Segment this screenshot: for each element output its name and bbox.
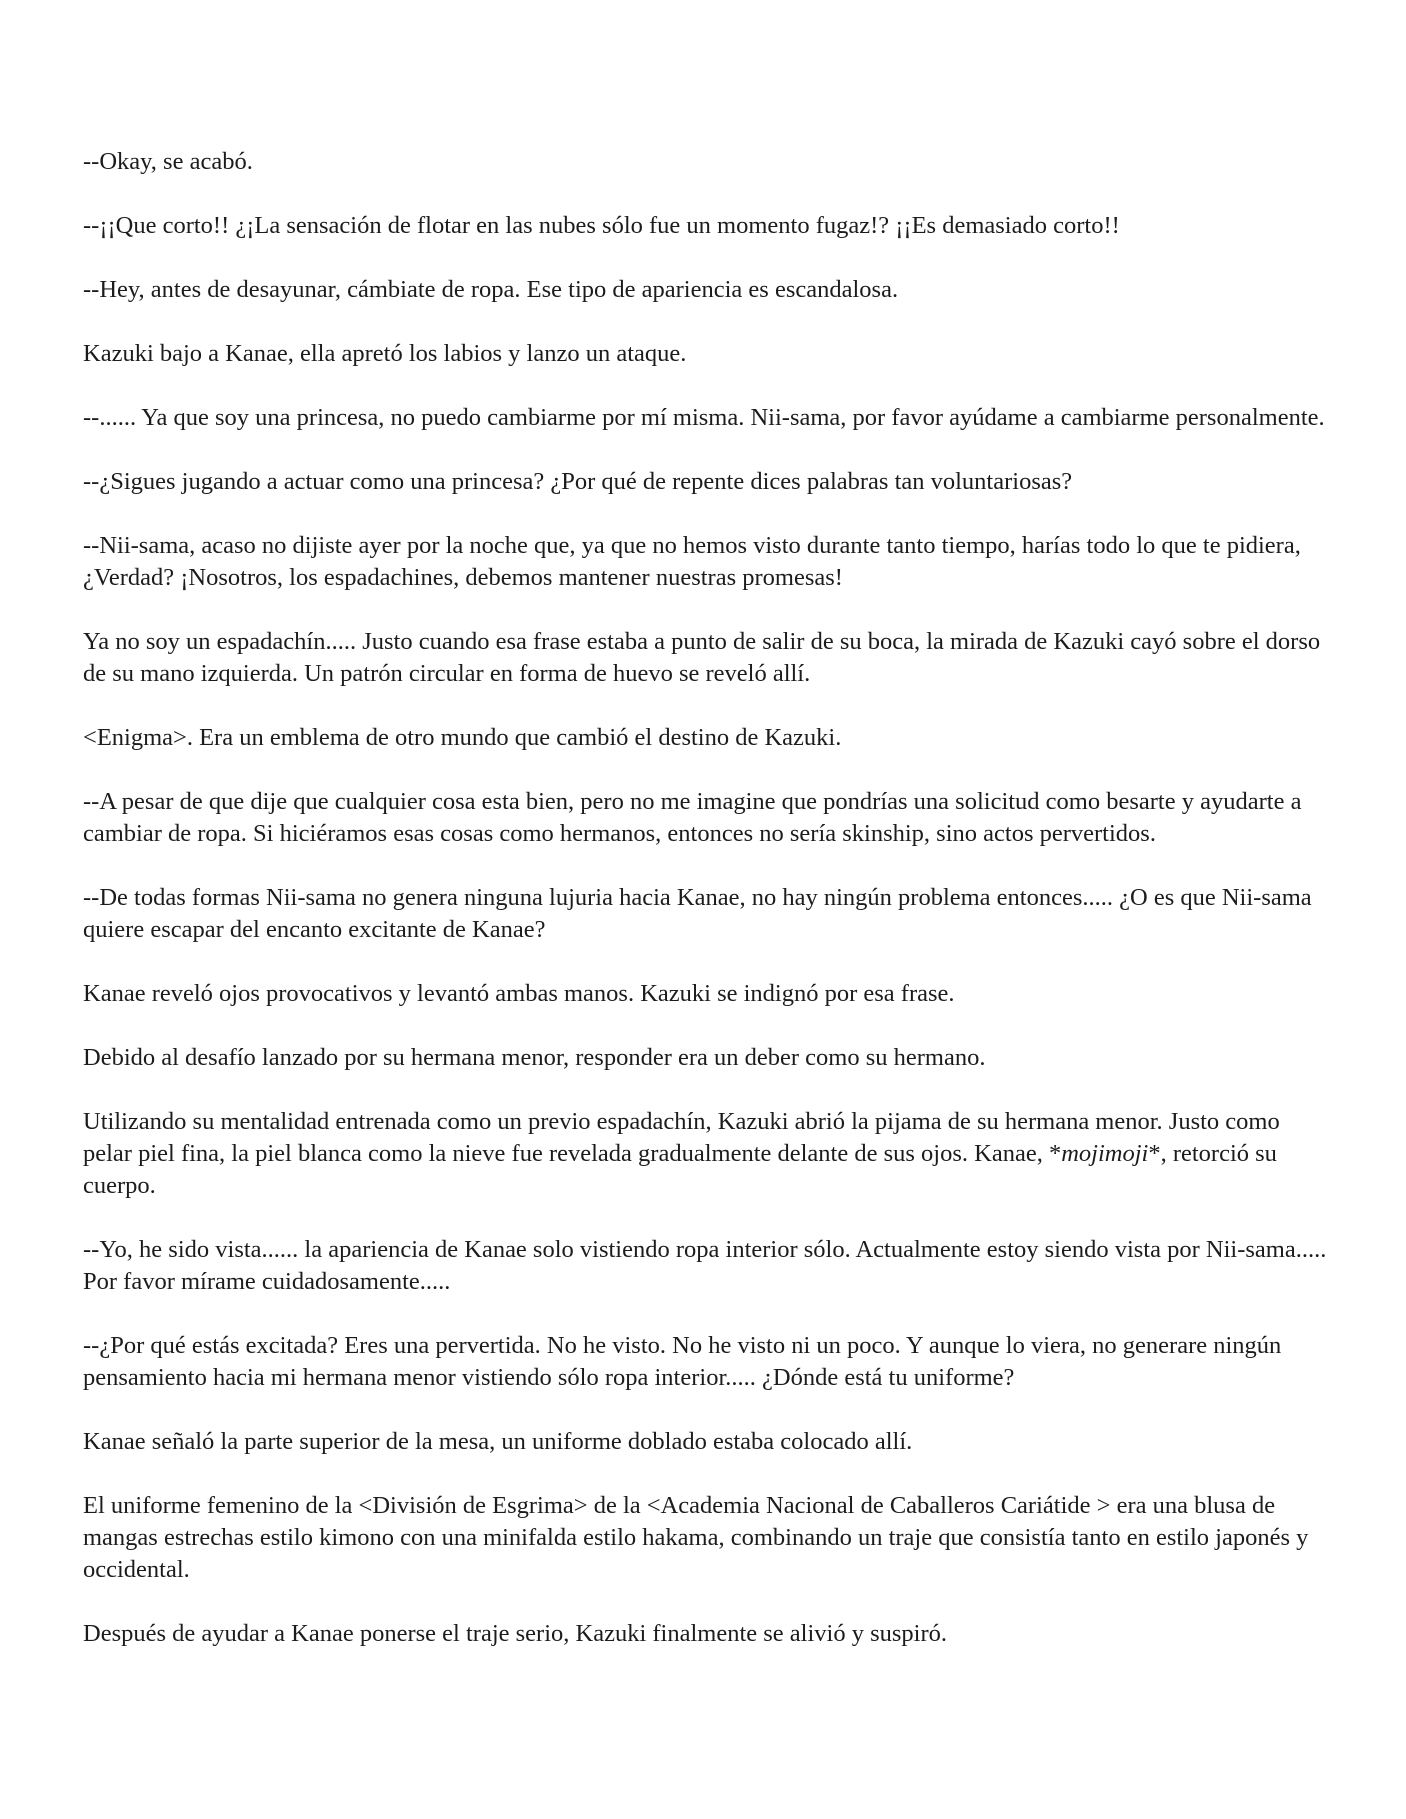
paragraph: <Enigma>. Era un emblema de otro mundo que cambió el destino de Kazuki.: [83, 724, 842, 751]
paragraph: Después de ayudar a Kanae ponerse el traje serio, Kazuki finalmente se alivió y suspiró.: [83, 1620, 947, 1647]
paragraph-with-italic: [83, 1106, 1333, 1202]
paragraph: Ya no soy un espadachín..... Justo cuando esa frase estaba a punto de salir de su boca, la mirada de Kazuki cayó sobre el dorso de su mano izquierda. Un patrón circular en forma de huevo se reveló allí.: [83, 628, 1321, 687]
paragraph: Debido al desafío lanzado por su hermana menor, responder era un deber como su hermano.: [83, 1044, 986, 1071]
document-body: [83, 146, 1333, 1650]
paragraph: --¿Sigues jugando a actuar como una princesa? ¿Por qué de repente dices palabras tan voluntariosas?: [83, 468, 1073, 495]
paragraph: --¿Por qué estás excitada? Eres una pervertida. No he visto. No he visto ni un poco. Y aunque lo viera, no generare ningún pensamiento hacia mi hermana menor vistiendo sólo ropa interior..... ¿Dónde está tu uniforme?: [83, 1332, 1282, 1391]
paragraph: --Yo, he sido vista...... la apariencia de Kanae solo vistiendo ropa interior sólo. Actualmente estoy siendo vista por Nii-sama..... Por favor mírame cuidadosamente.....: [83, 1236, 1327, 1295]
paragraph: --A pesar de que dije que cualquier cosa esta bien, pero no me imagine que pondrías una solicitud como besarte y ayudarte a cambiar de ropa. Si hiciéramos esas cosas como hermanos, entonces no sería skinship, sino actos pervertidos.: [83, 788, 1302, 847]
paragraph: --Nii-sama, acaso no dijiste ayer por la noche que, ya que no hemos visto durante tanto tiempo, harías todo lo que te pidiera, ¿Verdad? ¡Nosotros, los espadachines, debemos mantener nuestras promesas!: [83, 532, 1301, 591]
paragraph: Kanae señaló la parte superior de la mesa, un uniforme doblado estaba colocado allí.: [83, 1428, 913, 1455]
italic-word: mojimoji: [1061, 1140, 1149, 1167]
paragraph: Kanae reveló ojos provocativos y levantó ambas manos. Kazuki se indignó por esa frase.: [83, 980, 955, 1007]
paragraph: El uniforme femenino de la <División de Esgrima> de la <Academia Nacional de Caballeros Cariátide > era una blusa de mangas estrechas estilo kimono con una minifalda estilo hakama, combinando un traje que consistía tanto en estilo japonés y occidental.: [83, 1492, 1309, 1583]
paragraph: --...... Ya que soy una princesa, no puedo cambiarme por mí misma. Nii-sama, por favor ayúdame a cambiarme personalmente.: [83, 404, 1325, 431]
paragraph-text: *, retorció su cuerpo.: [83, 1140, 1277, 1199]
paragraph: Kazuki bajo a Kanae, ella apretó los labios y lanzo un ataque.: [83, 340, 687, 367]
paragraph: --Okay, se acabó.: [83, 148, 253, 175]
paragraph: --Hey, antes de desayunar, cámbiate de ropa. Ese tipo de apariencia es escandalosa.: [83, 276, 899, 303]
paragraph: --De todas formas Nii-sama no genera ninguna lujuria hacia Kanae, no hay ningún problema entonces..... ¿O es que Nii-sama quiere escapar del encanto excitante de Kanae?: [83, 884, 1312, 943]
paragraph-text: Utilizando su mentalidad entrenada como un previo espadachín, Kazuki abrió la pijama de su hermana menor. Justo como pelar piel fina, la piel blanca como la nieve fue revelada gradualmente delante de sus ojos. Kanae, *: [83, 1108, 1280, 1167]
paragraph: --¡¡Que corto!! ¿¡La sensación de flotar en las nubes sólo fue un momento fugaz!? ¡¡Es demasiado corto!!: [83, 212, 1120, 239]
